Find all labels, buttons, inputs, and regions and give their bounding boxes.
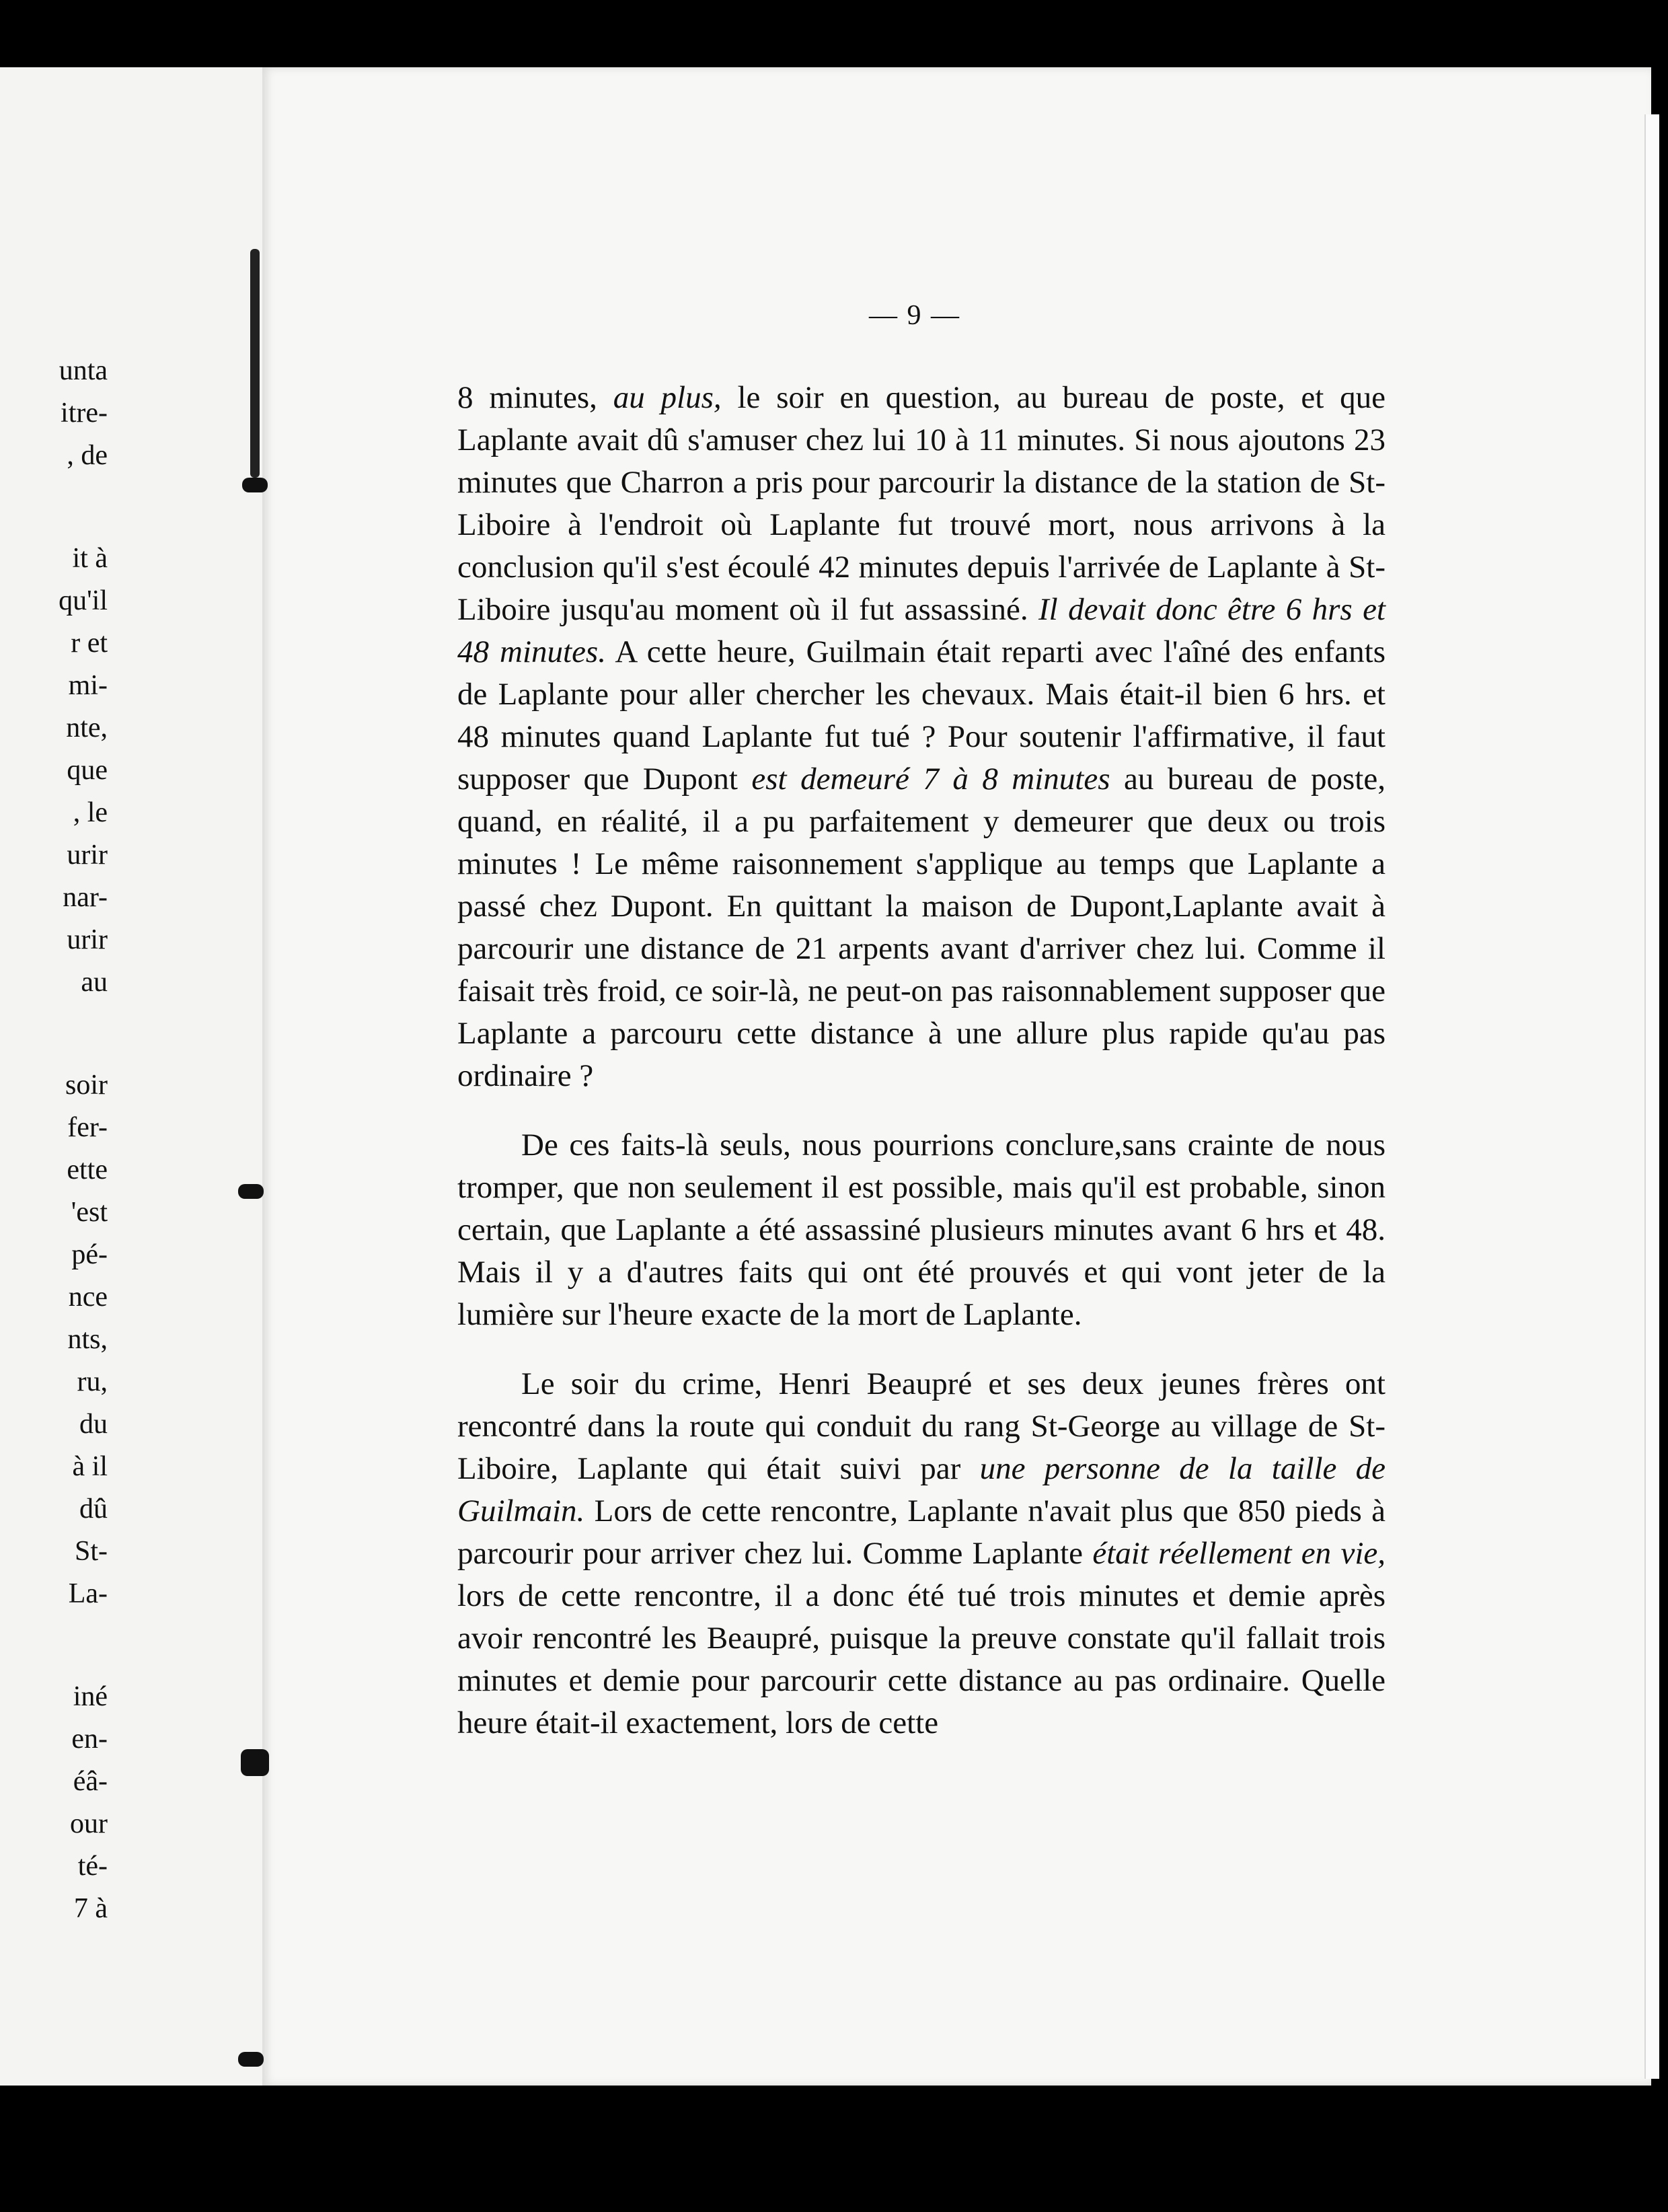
left-fragment: soir xyxy=(65,1070,108,1101)
left-gap xyxy=(0,477,108,538)
left-fragment: en- xyxy=(71,1724,108,1755)
text-run: Le soir du crime, Henri Beaupré et ses deux jeunes frères ont rencontré dans la route qui conduit du rang St-George au village de St-Liboire, Laplante qui était suivi par xyxy=(457,1366,1386,1486)
left-fragment: iné xyxy=(73,1681,108,1712)
left-fragment: ette xyxy=(67,1154,108,1185)
binding-hole xyxy=(242,478,268,492)
page-number: — 9 — xyxy=(869,300,960,331)
left-fragment: à il xyxy=(72,1451,108,1482)
italic-run: est demeuré 7 à 8 minutes xyxy=(751,762,1110,797)
left-fragment: 'est xyxy=(71,1197,108,1228)
left-fragment: que xyxy=(67,755,108,786)
body-text xyxy=(457,377,1386,1744)
left-fragment: du xyxy=(79,1409,108,1440)
left-fragment: La- xyxy=(68,1578,108,1609)
italic-run: une personne de la taille de Guilmain. xyxy=(457,1451,1386,1528)
left-fragment: nts, xyxy=(67,1324,108,1355)
left-page-edge xyxy=(0,67,264,2086)
page-edge xyxy=(1644,114,1659,2079)
left-fragment: itre- xyxy=(61,398,108,429)
binding-stitches xyxy=(229,67,282,2086)
left-fragment: mi- xyxy=(68,670,108,701)
left-fragment: 7 à xyxy=(73,1893,108,1924)
text-run: A cette heure, Guilmain était reparti avec l'aîné des enfants de Laplante pour aller chercher les chevaux. Mais était-il bien 6 hrs. et 48 minutes quand Laplante fut tué ? Pour soutenir l'affirmative, il faut supposer que Dupont xyxy=(457,634,1386,797)
left-fragment: urir xyxy=(67,924,108,955)
text-run: le soir en question, au bureau de poste, et que Laplante avait dû s'amuser chez lui 10 à 11 minutes. Si nous ajoutons 23 minutes que Charron a pris pour parcourir la distance de la station de St-Liboire à l'endroit où Laplante fut trouvé mort, nous arrivons à la conclusion qu'il s'est écoulé 42 minutes depuis l'arrivée de Laplante à St-Liboire jusqu'au moment où il fut assassiné. xyxy=(457,380,1386,627)
left-fragment: it à xyxy=(72,543,108,574)
left-fragment: qu'il xyxy=(59,585,108,616)
italic-run: était réellement en vie, xyxy=(1092,1536,1386,1571)
italic-run: au plus, xyxy=(613,380,722,415)
paragraph xyxy=(457,377,1386,1097)
paragraph xyxy=(457,1363,1386,1744)
staple-mark xyxy=(250,249,260,478)
text-run: lors de cette rencontre, il a donc été tué trois minutes et demie après avoir rencontré les Beaupré, puisque la preuve constate qu'il fallait trois minutes et demie pour parcourir cette distance au pas ordinaire. Quelle heure était-il exactement, lors de cette xyxy=(457,1578,1386,1740)
left-fragment: pé- xyxy=(71,1239,108,1270)
left-fragment: dû xyxy=(79,1494,108,1524)
left-fragment: nar- xyxy=(63,882,108,913)
left-fragment: , de xyxy=(67,440,108,471)
left-fragment: té- xyxy=(77,1851,108,1882)
left-gap xyxy=(0,1004,108,1064)
left-fragment: urir xyxy=(67,840,108,871)
left-fragment: fer- xyxy=(67,1112,108,1143)
left-gap xyxy=(0,1615,108,1676)
left-fragment: nte, xyxy=(66,712,108,743)
italic-run: Il devait donc être 6 hrs et 48 minutes. xyxy=(457,592,1386,669)
left-fragment: our xyxy=(70,1808,108,1839)
left-page-text-fragments xyxy=(0,350,108,1930)
text-run: au bureau de poste, quand, en réalité, il a pu parfaitement y demeurer que deux ou trois minutes ! Le même raisonnement s'applique au temps que Laplante a passé chez Dupont. En quittant la maison de Dupont,Laplante avait à parcourir une distance de 21 arpents avant d'arriver chez lui. Comme il faisait très froid, ce soir-là, ne peut-on pas raisonnablement supposer que Laplante a parcouru cette distance à une allure plus rapide qu'au pas ordinaire ? xyxy=(457,762,1386,1093)
binding-hole xyxy=(241,1749,269,1776)
left-fragment: au xyxy=(81,967,108,998)
left-fragment: ru, xyxy=(77,1366,108,1397)
paragraph xyxy=(457,1124,1386,1336)
left-fragment: éâ- xyxy=(73,1766,108,1797)
left-fragment: nce xyxy=(68,1282,108,1313)
text-run: De ces faits-là seuls, nous pourrions conclure,sans crainte de nous tromper, que non seulement il est possible, mais qu'il est probable, sinon certain, que Laplante a été assassiné plusieurs minutes avant 6 hrs et 48. Mais il y a d'autres faits qui ont été prouvés et qui vont jeter de la lumière sur l'heure exacte de la mort de Laplante. xyxy=(457,1128,1386,1332)
binding-hole xyxy=(238,1184,264,1199)
left-fragment: r et xyxy=(71,628,108,659)
left-fragment: , le xyxy=(73,797,108,828)
text-run: 8 minutes, xyxy=(457,380,613,415)
left-fragment: St- xyxy=(74,1536,108,1567)
binding-hole xyxy=(238,2052,264,2067)
left-fragment: unta xyxy=(59,355,108,386)
text-run: Lors de cette rencontre, Laplante n'avait plus que 850 pieds à parcourir pour arriver chez lui. Comme Laplante xyxy=(457,1494,1386,1571)
